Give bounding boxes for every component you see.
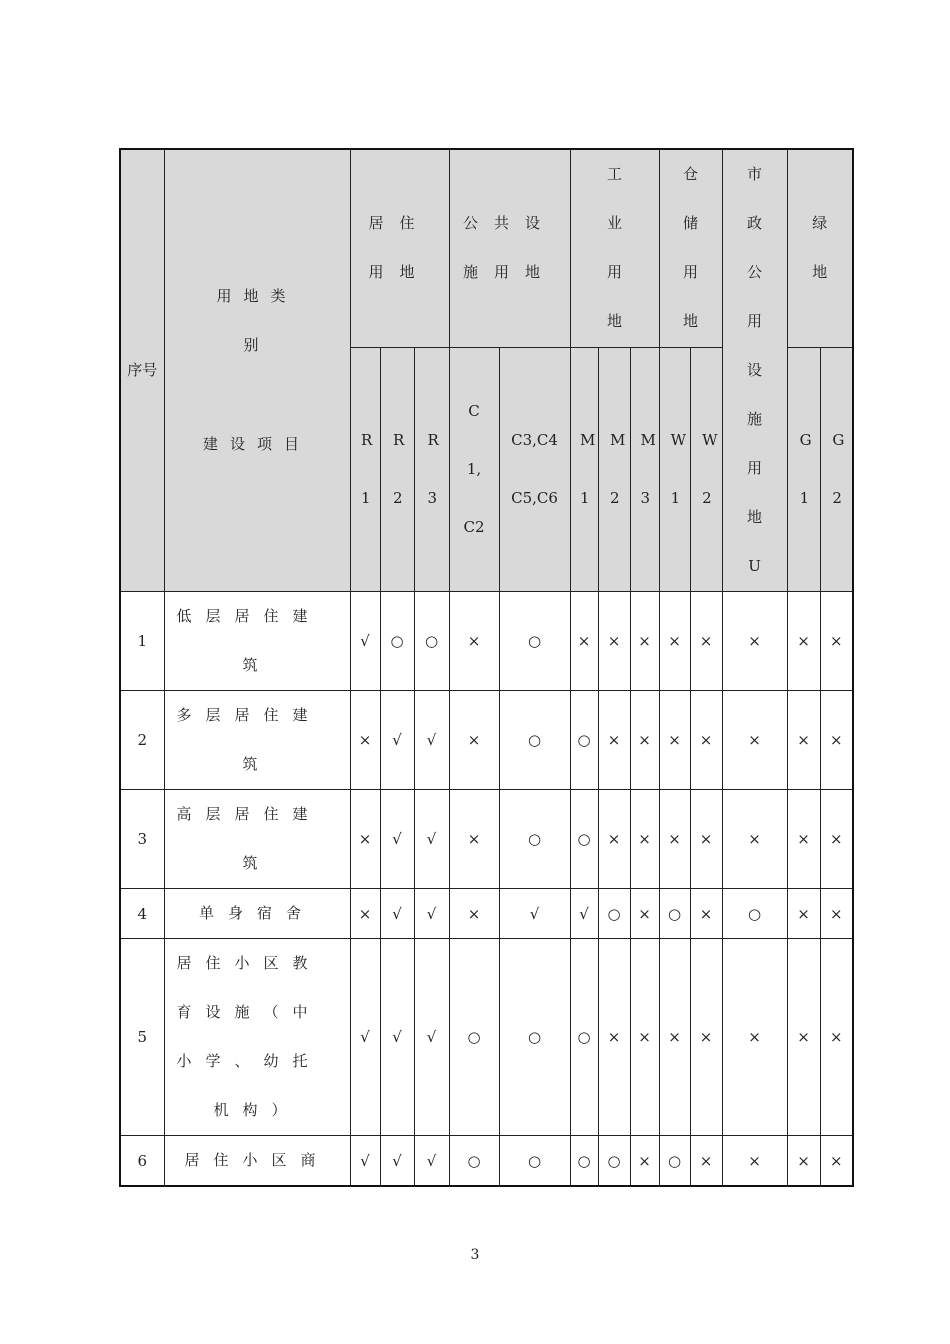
compatibility-mark: × (690, 790, 722, 889)
compatibility-mark: × (449, 790, 499, 889)
compatibility-mark: × (787, 592, 820, 691)
code-m3: M3 (630, 347, 659, 591)
code-r1: R1 (350, 347, 380, 591)
compatibility-mark: × (449, 592, 499, 691)
compatibility-mark: ○ (570, 691, 598, 790)
code-c1c2: C1,C2 (449, 347, 499, 591)
compatibility-mark: × (598, 691, 630, 790)
compatibility-mark: × (787, 1136, 820, 1187)
page-number: 3 (470, 1247, 480, 1263)
compatibility-mark: × (787, 939, 820, 1136)
compatibility-mark: × (570, 592, 598, 691)
row-seq: 6 (120, 1136, 164, 1187)
compatibility-mark: √ (350, 939, 380, 1136)
compatibility-mark: ○ (598, 889, 630, 939)
compatibility-mark: × (722, 592, 787, 691)
category-top-label: 用地类别 (216, 287, 298, 354)
compatibility-mark: √ (380, 889, 414, 939)
compatibility-mark: √ (350, 1136, 380, 1187)
code-g2: G2 (820, 347, 853, 591)
compatibility-mark: × (598, 790, 630, 889)
group-public: 公共设施用地 (449, 149, 570, 347)
land-use-compatibility-table (119, 148, 854, 1187)
compatibility-mark: × (820, 939, 853, 1136)
table-row (120, 1136, 853, 1187)
compatibility-mark: √ (380, 691, 414, 790)
compatibility-mark: × (659, 939, 690, 1136)
compatibility-mark: ○ (570, 1136, 598, 1187)
compatibility-mark: × (630, 691, 659, 790)
category-bottom-label: 建设项目 (202, 435, 311, 453)
compatibility-mark: √ (570, 889, 598, 939)
compatibility-mark: ○ (449, 1136, 499, 1187)
compatibility-mark: √ (414, 691, 449, 790)
code-m2: M2 (598, 347, 630, 591)
compatibility-mark: × (820, 592, 853, 691)
compatibility-mark: × (630, 790, 659, 889)
compatibility-mark: × (820, 1136, 853, 1187)
row-project-name: 居住小区教育设施（中小学、幼托机构） (164, 939, 350, 1136)
compatibility-mark: √ (414, 939, 449, 1136)
group-green: 绿地 (787, 149, 853, 347)
table-row (120, 592, 853, 691)
table-row (120, 939, 853, 1136)
compatibility-mark: × (690, 1136, 722, 1187)
compatibility-mark: × (449, 691, 499, 790)
compatibility-mark: ○ (570, 939, 598, 1136)
compatibility-mark: × (659, 790, 690, 889)
table-row (120, 691, 853, 790)
row-seq: 3 (120, 790, 164, 889)
compatibility-mark: × (690, 939, 722, 1136)
compatibility-mark: √ (414, 889, 449, 939)
code-m1: M1 (570, 347, 598, 591)
compatibility-mark: √ (350, 592, 380, 691)
group-residential: 居住用地 (350, 149, 449, 347)
code-g1: G1 (787, 347, 820, 591)
compatibility-mark: × (350, 790, 380, 889)
compatibility-mark: × (787, 691, 820, 790)
compatibility-mark: × (722, 790, 787, 889)
compatibility-mark: ○ (570, 790, 598, 889)
compatibility-mark: ○ (499, 592, 570, 691)
seq-header: 序号 (120, 149, 164, 592)
row-seq: 5 (120, 939, 164, 1136)
compatibility-mark: ○ (499, 790, 570, 889)
compatibility-mark: × (690, 889, 722, 939)
compatibility-mark: × (350, 889, 380, 939)
compatibility-mark: × (722, 939, 787, 1136)
compatibility-mark: × (449, 889, 499, 939)
compatibility-mark: × (820, 691, 853, 790)
compatibility-mark: ○ (380, 592, 414, 691)
code-r3: R3 (414, 347, 449, 591)
compatibility-mark: √ (380, 939, 414, 1136)
compatibility-mark: ○ (499, 1136, 570, 1187)
compatibility-mark: ○ (449, 939, 499, 1136)
compatibility-mark: ○ (598, 1136, 630, 1187)
row-project-name: 居住小区商 (164, 1136, 350, 1187)
compatibility-mark: √ (414, 790, 449, 889)
group-industrial: 工业用地 (570, 149, 659, 347)
compatibility-mark: ○ (499, 691, 570, 790)
code-w2: W2 (690, 347, 722, 591)
compatibility-mark: ○ (414, 592, 449, 691)
compatibility-mark: × (690, 691, 722, 790)
row-seq: 1 (120, 592, 164, 691)
compatibility-mark: × (820, 790, 853, 889)
table-row (120, 889, 853, 939)
row-project-name: 高层居住建筑 (164, 790, 350, 889)
row-project-name: 单身宿舍 (164, 889, 350, 939)
compatibility-mark: × (630, 592, 659, 691)
compatibility-mark: × (820, 889, 853, 939)
compatibility-mark: × (630, 1136, 659, 1187)
compatibility-mark: × (722, 1136, 787, 1187)
row-seq: 4 (120, 889, 164, 939)
compatibility-mark: × (787, 889, 820, 939)
compatibility-mark: × (690, 592, 722, 691)
group-municipal: 市政公用设施用地U (722, 149, 787, 592)
row-project-name: 多层居住建筑 (164, 691, 350, 790)
compatibility-mark: × (350, 691, 380, 790)
row-seq: 2 (120, 691, 164, 790)
compatibility-mark: √ (380, 790, 414, 889)
compatibility-mark: × (787, 790, 820, 889)
compatibility-mark: √ (499, 889, 570, 939)
table-row (120, 790, 853, 889)
compatibility-mark: × (659, 592, 690, 691)
category-header (164, 149, 350, 592)
compatibility-mark: ○ (659, 889, 690, 939)
code-c3c6: C3,C4C5,C6 (499, 347, 570, 591)
compatibility-mark: ○ (659, 1136, 690, 1187)
code-w1: W1 (659, 347, 690, 591)
compatibility-mark: ○ (499, 939, 570, 1136)
compatibility-mark: × (598, 592, 630, 691)
code-r2: R2 (380, 347, 414, 591)
row-project-name: 低层居住建筑 (164, 592, 350, 691)
compatibility-mark: × (630, 939, 659, 1136)
compatibility-mark: × (659, 691, 690, 790)
table-body (120, 592, 853, 1187)
compatibility-mark: √ (380, 1136, 414, 1187)
compatibility-mark: × (598, 939, 630, 1136)
compatibility-mark: × (630, 889, 659, 939)
compatibility-mark: ○ (722, 889, 787, 939)
compatibility-mark: √ (414, 1136, 449, 1187)
compatibility-mark: × (722, 691, 787, 790)
group-warehouse: 仓储用地 (659, 149, 722, 347)
